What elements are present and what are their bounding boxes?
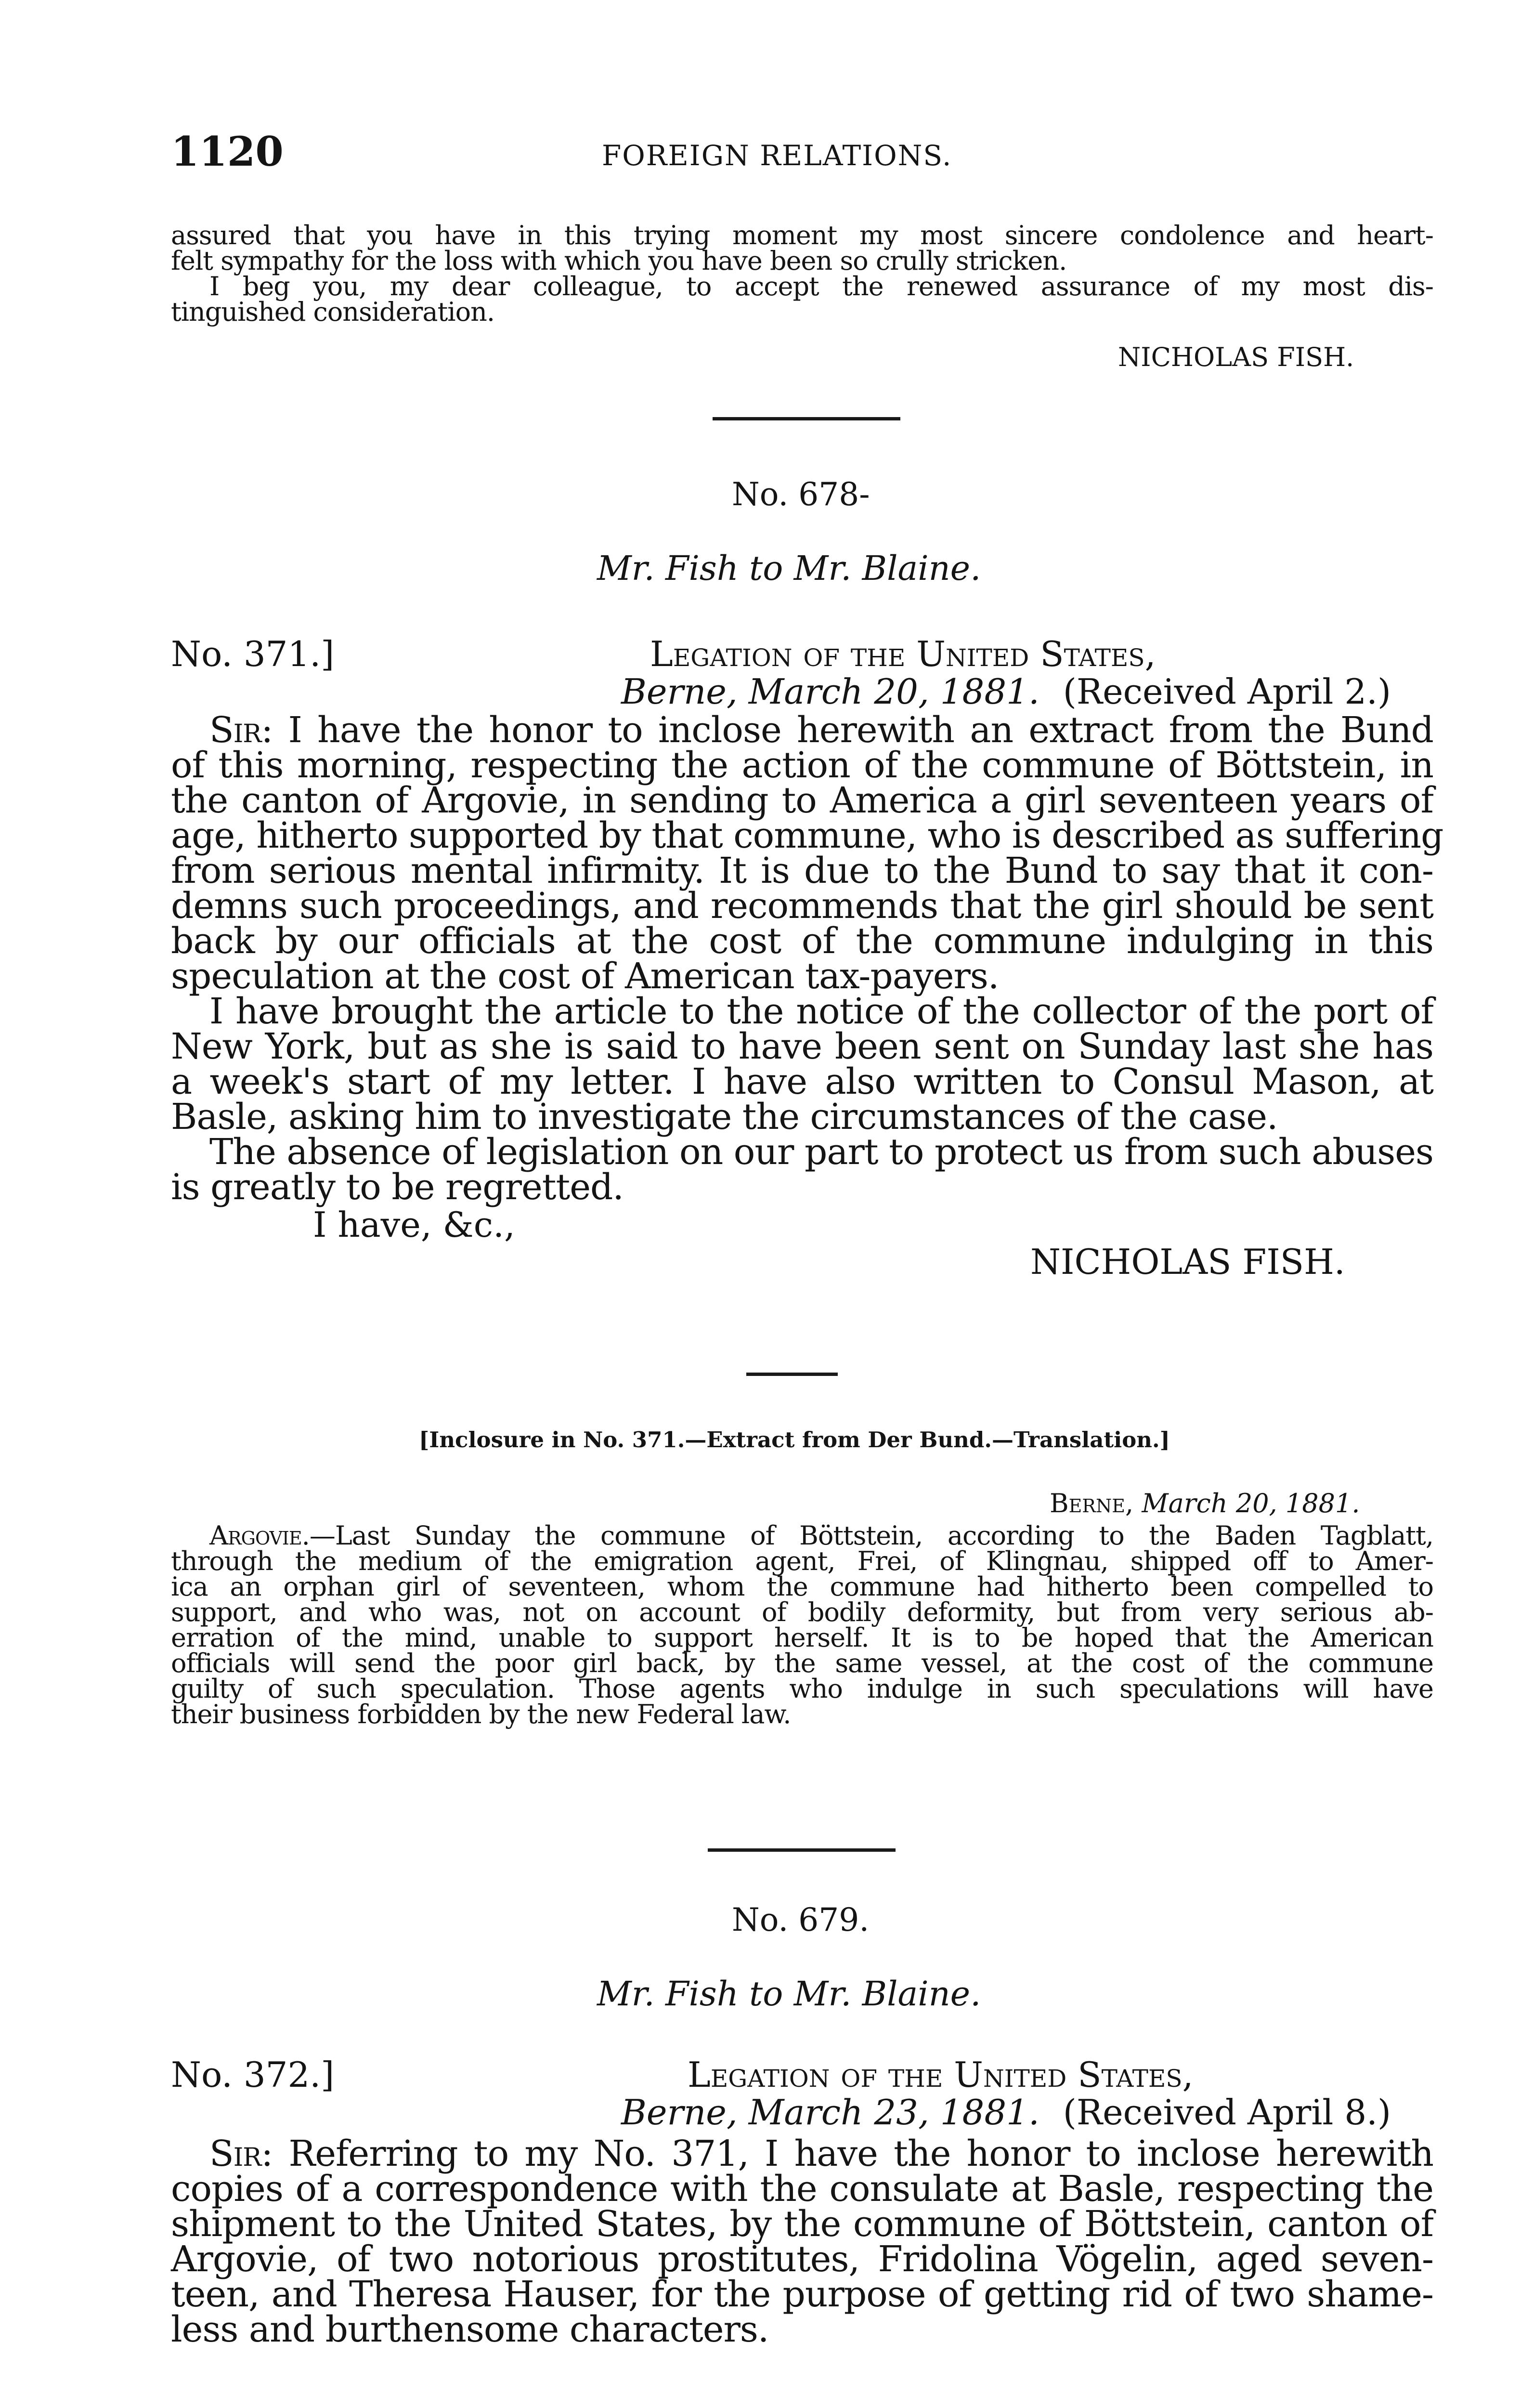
text-line: their business forbidden by the new Federal law.: [171, 1699, 791, 1729]
text-line: demns such proceedings, and recommends that the girl should be sent: [171, 885, 1433, 927]
signature: NICHOLAS FISH.: [1030, 1242, 1345, 1282]
inclosure-text: [171, 1520, 1433, 1729]
text-line: assured that you have in this trying moment my most sincere condolence and heart-: [171, 220, 1433, 250]
text-line: erration of the mind, unable to support herself. It is to be hoped that the American: [171, 1623, 1433, 1653]
text-line: New York, but as she is said to have been sent on Sunday last she has: [171, 1026, 1433, 1067]
document-heading: Mr. Fish to Mr. Blaine.: [597, 1974, 981, 2014]
section-divider: [746, 1373, 838, 1376]
document-heading: Mr. Fish to Mr. Blaine.: [597, 549, 981, 588]
text-line: I have brought the article to the notice of the collector of the port of: [209, 991, 1433, 1032]
text-line: from serious mental infirmity. It is due to the Bund to say that it con-: [171, 850, 1433, 891]
running-title: FOREIGN RELATIONS.: [602, 139, 952, 172]
text-line: copies of a correspondence with the consulate at Basle, respecting the: [171, 2168, 1433, 2210]
text-line: Sir: I have the honor to inclose herewith an extract from the Bund: [209, 709, 1433, 751]
text-line: officials will send the poor girl back, by the same vessel, at the cost of the commune: [171, 1648, 1433, 1678]
text-line: guilty of such speculation. Those agents who indulge in such speculations will have: [171, 1674, 1433, 1704]
section-divider: [708, 1848, 896, 1852]
signature: NICHOLAS FISH.: [1118, 342, 1354, 372]
inclosure-caption: [Inclosure in No. 371.—Extract from Der Bund.—Translation.]: [419, 1427, 1170, 1453]
legation-line: Legation of the United States,: [650, 634, 1156, 674]
received-date: (Received April 2.): [1063, 671, 1391, 712]
section-divider: [713, 417, 900, 420]
text-line: support, and who was, not on account of bodily deformity, but from very serious ab-: [171, 1597, 1433, 1627]
received-date: (Received April 8.): [1063, 2092, 1391, 2133]
text-line: back by our officials at the cost of the commune indulging in this: [171, 920, 1433, 962]
dispatch-date: March 20, 1881.: [748, 671, 1039, 712]
salutation: Sir:: [209, 2133, 273, 2174]
continuation-text: [171, 222, 1433, 325]
text-line: less and burthensome characters.: [171, 2309, 769, 2350]
text-line: Argovie.—Last Sunday the commune of Böttstein, according to the Baden Tagblatt,: [209, 1520, 1433, 1551]
text-line: Argovie, of two notorious prostitutes, Fridolina Vögelin, aged seven-: [171, 2238, 1433, 2280]
text-line: of this morning, respecting the action of the commune of Böttstein, in: [171, 745, 1433, 786]
text-line: tinguished consideration.: [171, 297, 495, 327]
place-name: Berne,: [1050, 1488, 1134, 1518]
text-line: Sir: Referring to my No. 371, I have the honor to inclose herewith: [209, 2133, 1433, 2174]
place-name: Berne,: [621, 671, 738, 712]
page-number: 1120: [171, 128, 284, 175]
text-line: the canton of Argovie, in sending to America a girl seventeen years of: [171, 780, 1433, 821]
letter-body: [171, 709, 1443, 1208]
text-line: teen, and Theresa Hauser, for the purpose of getting rid of two shame-: [171, 2274, 1433, 2315]
dateline: [621, 672, 1391, 711]
letter-body: [171, 2133, 1433, 2350]
text-line: a week's start of my letter. I have also written to Consul Mason, at: [171, 1061, 1433, 1102]
text-line: felt sympathy for the loss with which you have been so crully stricken.: [171, 246, 1067, 276]
text-line: shipment to the United States, by the commune of Böttstein, canton of: [171, 2203, 1433, 2245]
legation-line: Legation of the United States,: [688, 2055, 1194, 2095]
text-line: through the medium of the emigration agent, Frei, of Klingnau, shipped off to Amer-: [171, 1546, 1433, 1576]
text-line: I beg you, my dear colleague, to accept the renewed assurance of my most dis-: [209, 271, 1433, 301]
text-line: The absence of legislation on our part to protect us from such abuses: [209, 1131, 1433, 1173]
dispatch-number: No. 372.]: [171, 2055, 335, 2095]
closing: I have, &c.,: [313, 1204, 515, 1245]
text-line: speculation at the cost of American tax-payers.: [171, 955, 999, 997]
inclosure-date: March 20, 1881.: [1142, 1488, 1360, 1518]
dispatch-number: No. 371.]: [171, 634, 335, 674]
place-name: Berne,: [621, 2092, 738, 2133]
lead-word: Argovie.: [209, 1520, 310, 1551]
text-line: ica an orphan girl of seventeen, whom the commune had hitherto been compelled to: [171, 1571, 1433, 1602]
text-line: age, hitherto supported by that commune, who is described as suffering: [171, 815, 1443, 856]
document-number: No. 679.: [732, 1901, 870, 1938]
text-line: Basle, asking him to investigate the circumstances of the case.: [171, 1096, 1278, 1138]
dateline: [621, 2093, 1391, 2132]
salutation: Sir:: [209, 709, 273, 751]
inclosure-dateline: [1050, 1489, 1360, 1518]
text-line: is greatly to be regretted.: [171, 1166, 624, 1208]
document-number: No. 678-: [732, 476, 870, 513]
dispatch-date: March 23, 1881.: [748, 2092, 1039, 2133]
